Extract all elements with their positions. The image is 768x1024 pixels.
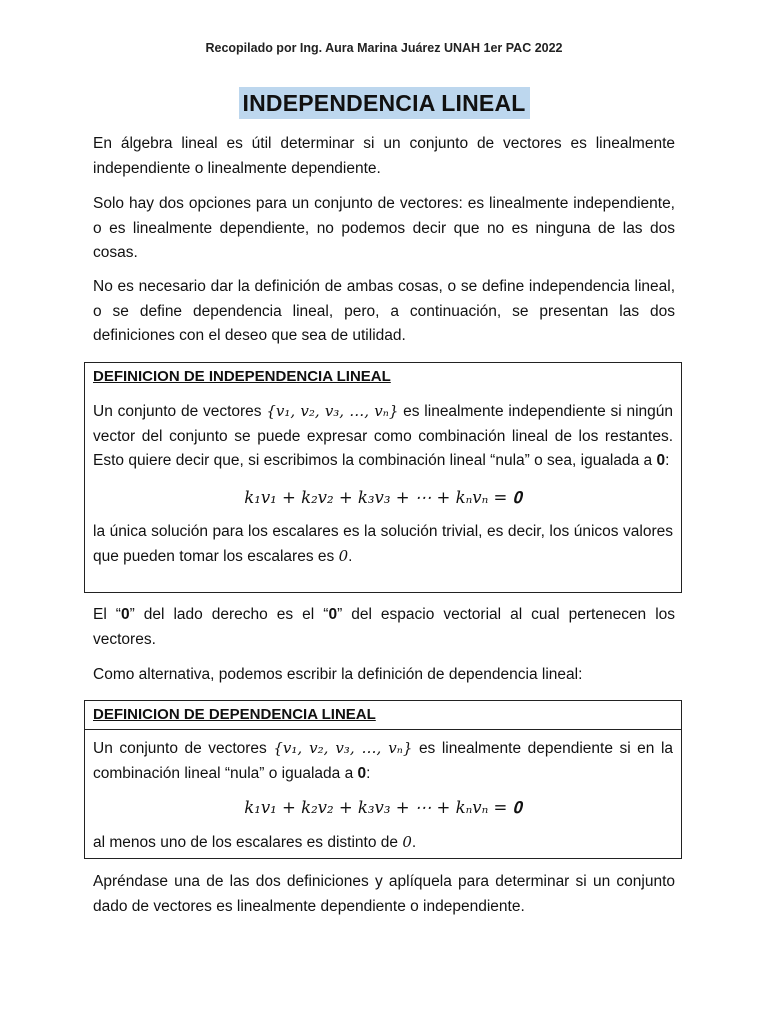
title-container bbox=[0, 87, 768, 119]
independence-conclusion-part: la única solución para los escalares es la solución trivial, es decir, los únicos valores que pueden tomar los escalares es bbox=[93, 522, 673, 565]
dependence-text-part: Un conjunto de vectores bbox=[93, 740, 274, 757]
zero-note-part: ” del espacio vectorial al cual pertenecen los vectores. bbox=[93, 606, 676, 648]
paragraph-definitions: No es necesario dar la definición de ambas cosas, o se define independencia lineal, o se define dependencia lineal, pero, a continuación, se presentan las dos definiciones con el deseo que sea de utilidad. bbox=[93, 278, 675, 344]
paragraph-options: Solo hay dos opciones para un conjunto de vectores: es linealmente independiente, o es linealmente dependiente, no podemos decir que no es ninguna de las dos cosas. bbox=[93, 195, 675, 261]
independence-conclusion-part: . bbox=[348, 548, 353, 565]
zero-vector: 0 bbox=[357, 764, 367, 782]
independence-definition-heading: DEFINICION DE INDEPENDENCIA LINEAL bbox=[93, 368, 391, 385]
zero-scalar: 0 bbox=[338, 547, 349, 565]
paragraph-intro: En álgebra lineal es útil determinar si un conjunto de vectores es linealmente independiente o linealmente dependiente. bbox=[93, 135, 675, 177]
zero-scalar: 0 bbox=[402, 833, 412, 851]
independence-text-part: es linealmente independiente si ningún vector del conjunto se puede expresar como combinación lineal de los restantes. Esto quiere decir que, si escribimos la combinación lineal “nula” o sea, igualada a bbox=[93, 403, 674, 469]
zero-vector: 0 bbox=[656, 452, 666, 469]
zero-note-part: ” del lado derecho es el “ bbox=[129, 606, 329, 623]
dependence-definition-text bbox=[85, 736, 681, 786]
dependence-definition-heading: DEFINICION DE DEPENDENCIA LINEAL bbox=[85, 701, 681, 730]
independence-definition-box bbox=[84, 362, 682, 593]
independence-conclusion bbox=[85, 520, 681, 570]
dependence-conclusion bbox=[85, 830, 681, 856]
zero-note-zero: 0 bbox=[120, 606, 130, 623]
dependence-text-part: : bbox=[366, 764, 371, 782]
zero-note-part: El “ bbox=[93, 606, 121, 623]
independence-text-part: Un conjunto de vectores bbox=[93, 403, 267, 420]
zero-note-zero: 0 bbox=[328, 606, 338, 623]
independence-definition-text bbox=[85, 399, 681, 474]
paragraph-zero-note bbox=[93, 603, 675, 652]
dependence-conclusion-part: al menos uno de los escalares es distinto de bbox=[93, 834, 403, 851]
page-title: INDEPENDENCIA LINEAL bbox=[239, 87, 530, 119]
paragraph-closing: Apréndase una de las dos definiciones y aplíquela para determinar si un conjunto dado de vectores es linealmente dependiente o independiente. bbox=[93, 873, 675, 915]
paragraph-alternative: Como alternativa, podemos escribir la definición de dependencia lineal: bbox=[93, 666, 583, 683]
dependence-text-part: es linealmente dependiente si en la combinación lineal “nula” o igualada a bbox=[93, 740, 674, 782]
page-header: Recopilado por Ing. Aura Marina Juárez UNAH 1er PAC 2022 bbox=[205, 41, 563, 55]
vector-set: {v₁, v₂, v₃, …, vₙ} bbox=[266, 402, 399, 420]
dependence-definition-box bbox=[84, 700, 682, 859]
independence-text-part: : bbox=[665, 452, 670, 469]
independence-equation: k₁v₁ + k₂v₂ + k₃v₃ + ⋯ + kₙvₙ = 𝟎 bbox=[244, 487, 522, 507]
dependence-conclusion-part: . bbox=[411, 834, 417, 851]
dependence-equation: k₁v₁ + k₂v₂ + k₃v₃ + ⋯ + kₙvₙ = 𝟎 bbox=[244, 798, 522, 817]
vector-set: {v₁, v₂, v₃, …, vₙ} bbox=[273, 739, 413, 757]
